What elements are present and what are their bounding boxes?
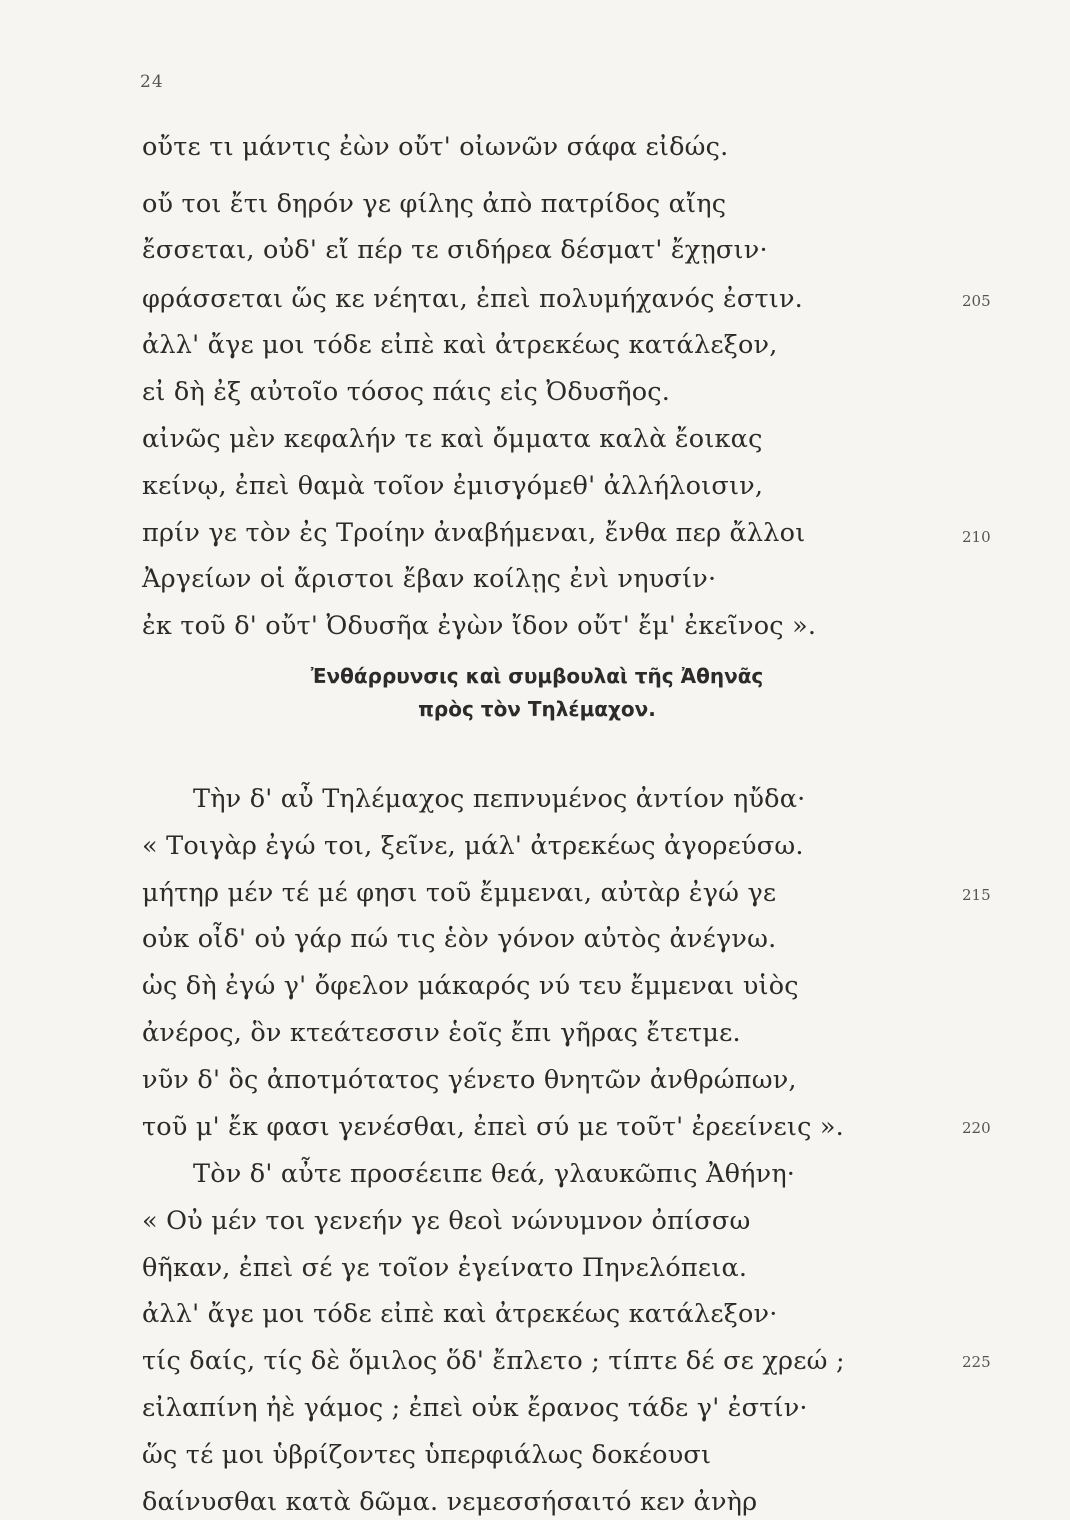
verse-line: ὡς δὴ ἐγώ γ' ὄφελον μάκαρός νύ τευ ἔμμεναι υἱὸς (142, 971, 799, 1001)
verse-line: εἰλαπίνη ἠὲ γάμος ; ἐπεὶ οὐκ ἔρανος τάδε γ' ἐστίν· (142, 1393, 808, 1423)
line-number-215: 215 (962, 886, 991, 904)
verse-line: ἀλλ' ἄγε μοι τόδε εἰπὲ καὶ ἀτρεκέως κατάλεξον· (142, 1299, 778, 1329)
verse-line: Τὴν δ' αὖ Τηλέμαχος πεπνυμένος ἀντίον ηὔδα· (193, 784, 806, 814)
verse-line: εἰ δὴ ἐξ αὐτοῖο τόσος πάις εἰς Ὀδυσῆος. (142, 377, 671, 407)
line-number-220: 220 (962, 1119, 991, 1137)
line-number-205: 205 (962, 292, 991, 310)
verse-line: οὐκ οἶδ' οὐ γάρ πώ τις ἑὸν γόνον αὐτὸς ἀνέγνω. (142, 924, 777, 954)
verse-line: φράσσεται ὥς κε νέηται, ἐπεὶ πολυμήχανός ἐστιν. (142, 284, 803, 314)
verse-line: ἐκ τοῦ δ' οὔτ' Ὀδυσῆα ἐγὼν ἴδον οὔτ' ἔμ' ἐκεῖνος ». (142, 611, 817, 641)
verse-line: ἀνέρος, ὃν κτεάτεσσιν ἑοῖς ἔπι γῆρας ἔτετμε. (142, 1018, 741, 1048)
verse-line: κείνῳ, ἐπεὶ θαμὰ τοῖον ἐμισγόμεθ' ἀλλήλοισιν, (142, 471, 764, 501)
verse-line: ὥς τέ μοι ὑβρίζοντες ὑπερφιάλως δοκέουσι (142, 1440, 712, 1470)
verse-line: αἰνῶς μὲν κεφαλήν τε καὶ ὄμματα καλὰ ἔοικας (142, 424, 763, 454)
section-heading-line-1: Ἐνθάρρυνσις καὶ συμβουλαὶ τῆς Ἀθηνᾶς (310, 664, 764, 688)
page-number: 24 (140, 72, 164, 92)
verse-line: οὔ τοι ἔτι δηρόν γε φίλης ἀπὸ πατρίδος αἴης (142, 189, 727, 219)
verse-line: πρίν γε τὸν ἐς Τροίην ἀναβήμεναι, ἔνθα περ ἄλλοι (142, 518, 806, 548)
verse-line: « Τοιγὰρ ἐγώ τοι, ξεῖνε, μάλ' ἀτρεκέως ἀγορεύσω. (142, 831, 804, 861)
verse-line: μήτηρ μέν τέ μέ φησι τοῦ ἔμμεναι, αὐτὰρ ἐγώ γε (142, 878, 777, 908)
verse-line: θῆκαν, ἐπεὶ σέ γε τοῖον ἐγείνατο Πηνελόπεια. (142, 1253, 748, 1283)
verse-line: νῦν δ' ὃς ἀποτμότατος γένετο θνητῶν ἀνθρώπων, (142, 1065, 797, 1095)
verse-line: ἀλλ' ἄγε μοι τόδε εἰπὲ καὶ ἀτρεκέως κατάλεξον, (142, 330, 778, 360)
verse-line: τοῦ μ' ἔκ φασι γενέσθαι, ἐπεὶ σύ με τοῦτ' ἐρεείνεις ». (142, 1112, 844, 1142)
verse-line: Τὸν δ' αὖτε προσέειπε θεά, γλαυκῶπις Ἀθήνη· (193, 1159, 796, 1189)
section-heading-line-2: πρὸς τὸν Τηλέμαχον. (418, 697, 656, 721)
line-number-210: 210 (962, 528, 991, 546)
verse-line: ἔσσεται, οὐδ' εἴ πέρ τε σιδήρεα δέσματ' ἔχῃσιν· (142, 235, 768, 265)
verse-line: οὔτε τι μάντις ἐὼν οὔτ' οἰωνῶν σάφα εἰδώς. (142, 132, 729, 162)
verse-line: δαίνυσθαι κατὰ δῶμα. νεμεσσήσαιτό κεν ἀνὴρ (142, 1487, 758, 1517)
verse-line: « Οὐ μέν τοι γενεήν γε θεοὶ νώνυμνον ὀπίσσω (142, 1206, 751, 1236)
verse-line: Ἀργείων οἱ ἄριστοι ἔβαν κοίλῃς ἐνὶ νηυσίν· (142, 564, 717, 594)
verse-line: τίς δαίς, τίς δὲ ὅμιλος ὅδ' ἔπλετο ; τίπτε δέ σε χρεώ ; (142, 1346, 845, 1376)
line-number-225: 225 (962, 1353, 991, 1371)
